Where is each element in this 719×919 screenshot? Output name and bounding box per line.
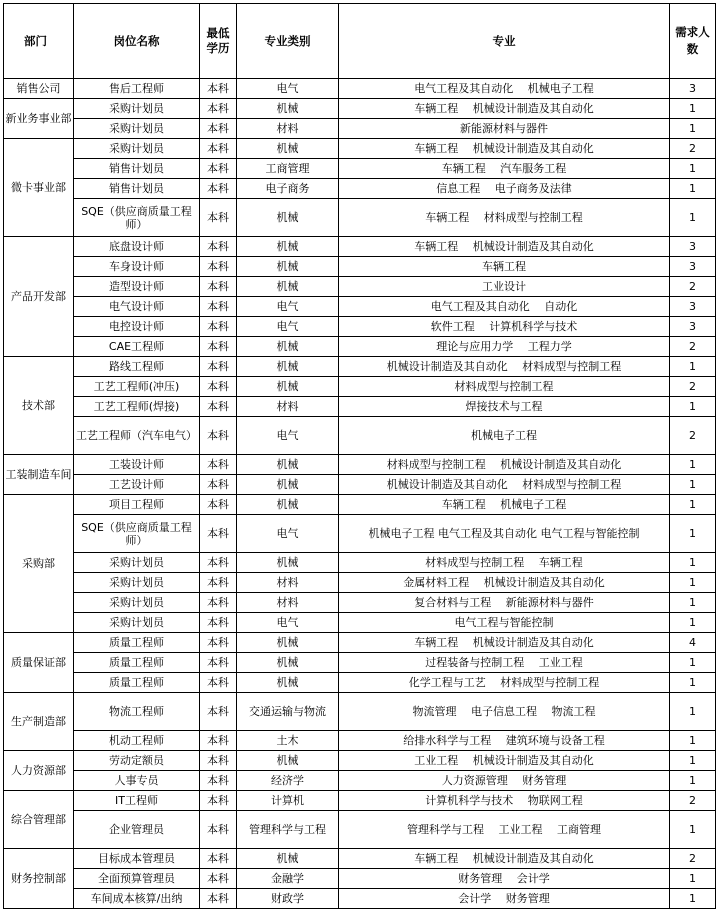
major-cell: 给排水科学与工程 建筑环境与设备工程 <box>339 731 670 751</box>
major-cell: 理论与应用力学 工程力学 <box>339 337 670 357</box>
major-cell: 材料成型与控制工程 车辆工程 <box>339 553 670 573</box>
category-cell: 机械 <box>237 277 339 297</box>
table-row <box>4 317 716 337</box>
table-row <box>4 791 716 811</box>
degree-cell: 本科 <box>200 99 237 119</box>
dept-cell: 采购部 <box>4 495 74 633</box>
category-cell: 计算机 <box>237 791 339 811</box>
position-cell: 采购计划员 <box>74 119 200 139</box>
major-cell: 电气工程与智能控制 <box>339 613 670 633</box>
count-cell: 1 <box>670 397 716 417</box>
major-cell: 金属材料工程 机械设计制造及其自动化 <box>339 573 670 593</box>
table-row <box>4 397 716 417</box>
degree-cell: 本科 <box>200 159 237 179</box>
category-cell: 机械 <box>237 257 339 277</box>
degree-cell: 本科 <box>200 811 237 849</box>
major-cell: 车辆工程 材料成型与控制工程 <box>339 199 670 237</box>
position-cell: 销售计划员 <box>74 179 200 199</box>
category-cell: 机械 <box>237 455 339 475</box>
major-cell: 材料成型与控制工程 <box>339 377 670 397</box>
category-cell: 金融学 <box>237 869 339 889</box>
header-count: 需求人数 <box>670 4 716 79</box>
table-row <box>4 515 716 553</box>
dept-cell: 销售公司 <box>4 79 74 99</box>
table-row <box>4 277 716 297</box>
dept-cell: 新业务事业部 <box>4 99 74 139</box>
category-cell: 土木 <box>237 731 339 751</box>
major-cell: 计算机科学与技术 物联网工程 <box>339 791 670 811</box>
count-cell: 1 <box>670 653 716 673</box>
count-cell: 1 <box>670 731 716 751</box>
degree-cell: 本科 <box>200 179 237 199</box>
count-cell: 3 <box>670 297 716 317</box>
dept-cell: 质量保证部 <box>4 633 74 693</box>
position-cell: 质量工程师 <box>74 633 200 653</box>
position-cell: 工艺工程师(冲压) <box>74 377 200 397</box>
degree-cell: 本科 <box>200 495 237 515</box>
category-cell: 机械 <box>237 237 339 257</box>
count-cell: 1 <box>670 573 716 593</box>
degree-cell: 本科 <box>200 357 237 377</box>
count-cell: 1 <box>670 199 716 237</box>
major-cell: 电气工程及其自动化 自动化 <box>339 297 670 317</box>
table-row <box>4 139 716 159</box>
dept-cell: 生产制造部 <box>4 693 74 751</box>
major-cell: 工业设计 <box>339 277 670 297</box>
table-row <box>4 495 716 515</box>
count-cell: 1 <box>670 495 716 515</box>
position-cell: 企业管理员 <box>74 811 200 849</box>
count-cell: 1 <box>670 811 716 849</box>
degree-cell: 本科 <box>200 455 237 475</box>
position-cell: 项目工程师 <box>74 495 200 515</box>
count-cell: 1 <box>670 119 716 139</box>
category-cell: 机械 <box>237 99 339 119</box>
table-row <box>4 357 716 377</box>
position-cell: 物流工程师 <box>74 693 200 731</box>
count-cell: 1 <box>670 159 716 179</box>
major-cell: 人力资源管理 财务管理 <box>339 771 670 791</box>
position-cell: 电控设计师 <box>74 317 200 337</box>
table-row <box>4 257 716 277</box>
degree-cell: 本科 <box>200 515 237 553</box>
degree-cell: 本科 <box>200 397 237 417</box>
position-cell: 人事专员 <box>74 771 200 791</box>
count-cell: 1 <box>670 179 716 199</box>
degree-cell: 本科 <box>200 553 237 573</box>
count-cell: 1 <box>670 751 716 771</box>
category-cell: 材料 <box>237 593 339 613</box>
major-cell: 机械设计制造及其自动化 材料成型与控制工程 <box>339 475 670 495</box>
category-cell: 工商管理 <box>237 159 339 179</box>
position-cell: 工艺工程师（汽车电气） <box>74 417 200 455</box>
position-cell: 底盘设计师 <box>74 237 200 257</box>
position-cell: 工艺设计师 <box>74 475 200 495</box>
category-cell: 机械 <box>237 633 339 653</box>
category-cell: 电气 <box>237 317 339 337</box>
position-cell: 全面预算管理员 <box>74 869 200 889</box>
position-cell: 车身设计师 <box>74 257 200 277</box>
position-cell: 工装设计师 <box>74 455 200 475</box>
count-cell: 3 <box>670 257 716 277</box>
major-cell: 化学工程与工艺 材料成型与控制工程 <box>339 673 670 693</box>
major-cell: 电气工程及其自动化 机械电子工程 <box>339 79 670 99</box>
table-row <box>4 475 716 495</box>
position-cell: SQE（供应商质量工程师） <box>74 199 200 237</box>
degree-cell: 本科 <box>200 573 237 593</box>
table-row <box>4 673 716 693</box>
major-cell: 工业工程 机械设计制造及其自动化 <box>339 751 670 771</box>
category-cell: 电子商务 <box>237 179 339 199</box>
major-cell: 管理科学与工程 工业工程 工商管理 <box>339 811 670 849</box>
position-cell: 目标成本管理员 <box>74 849 200 869</box>
category-cell: 电气 <box>237 79 339 99</box>
position-cell: 销售计划员 <box>74 159 200 179</box>
table-body <box>4 79 716 909</box>
category-cell: 电气 <box>237 515 339 553</box>
degree-cell: 本科 <box>200 199 237 237</box>
position-cell: 采购计划员 <box>74 553 200 573</box>
degree-cell: 本科 <box>200 791 237 811</box>
major-cell: 车辆工程 机械设计制造及其自动化 <box>339 139 670 159</box>
major-cell: 车辆工程 汽车服务工程 <box>339 159 670 179</box>
count-cell: 1 <box>670 613 716 633</box>
dept-cell: 财务控制部 <box>4 849 74 909</box>
degree-cell: 本科 <box>200 889 237 909</box>
position-cell: IT工程师 <box>74 791 200 811</box>
position-cell: 采购计划员 <box>74 593 200 613</box>
table-row <box>4 455 716 475</box>
category-cell: 机械 <box>237 849 339 869</box>
major-cell: 机械电子工程 电气工程及其自动化 电气工程与智能控制 <box>339 515 670 553</box>
table-row <box>4 179 716 199</box>
category-cell: 材料 <box>237 573 339 593</box>
position-cell: 车间成本核算/出纳 <box>74 889 200 909</box>
category-cell: 机械 <box>237 199 339 237</box>
table-row <box>4 653 716 673</box>
category-cell: 材料 <box>237 119 339 139</box>
degree-cell: 本科 <box>200 317 237 337</box>
degree-cell: 本科 <box>200 693 237 731</box>
category-cell: 机械 <box>237 495 339 515</box>
degree-cell: 本科 <box>200 475 237 495</box>
dept-cell: 综合管理部 <box>4 791 74 849</box>
header-position: 岗位名称 <box>74 4 200 79</box>
header-row <box>4 4 716 79</box>
category-cell: 机械 <box>237 377 339 397</box>
count-cell: 1 <box>670 771 716 791</box>
degree-cell: 本科 <box>200 119 237 139</box>
count-cell: 1 <box>670 515 716 553</box>
category-cell: 经济学 <box>237 771 339 791</box>
count-cell: 1 <box>670 889 716 909</box>
degree-cell: 本科 <box>200 849 237 869</box>
table-row <box>4 199 716 237</box>
category-cell: 机械 <box>237 357 339 377</box>
position-cell: 采购计划员 <box>74 139 200 159</box>
degree-cell: 本科 <box>200 673 237 693</box>
degree-cell: 本科 <box>200 869 237 889</box>
category-cell: 机械 <box>237 673 339 693</box>
category-cell: 机械 <box>237 653 339 673</box>
degree-cell: 本科 <box>200 277 237 297</box>
header-degree: 最低学历 <box>200 4 237 79</box>
position-cell: CAE工程师 <box>74 337 200 357</box>
count-cell: 2 <box>670 337 716 357</box>
degree-cell: 本科 <box>200 297 237 317</box>
category-cell: 电气 <box>237 417 339 455</box>
category-cell: 材料 <box>237 397 339 417</box>
count-cell: 1 <box>670 693 716 731</box>
degree-cell: 本科 <box>200 731 237 751</box>
major-cell: 车辆工程 机械设计制造及其自动化 <box>339 849 670 869</box>
count-cell: 1 <box>670 593 716 613</box>
major-cell: 焊接技术与工程 <box>339 397 670 417</box>
major-cell: 车辆工程 机械电子工程 <box>339 495 670 515</box>
dept-cell: 微卡事业部 <box>4 139 74 237</box>
count-cell: 2 <box>670 849 716 869</box>
major-cell: 过程装备与控制工程 工业工程 <box>339 653 670 673</box>
table-row <box>4 849 716 869</box>
degree-cell: 本科 <box>200 417 237 455</box>
degree-cell: 本科 <box>200 377 237 397</box>
category-cell: 电气 <box>237 613 339 633</box>
table-row <box>4 79 716 99</box>
count-cell: 2 <box>670 791 716 811</box>
degree-cell: 本科 <box>200 593 237 613</box>
position-cell: 工艺工程师(焊接) <box>74 397 200 417</box>
dept-cell: 人力资源部 <box>4 751 74 791</box>
degree-cell: 本科 <box>200 751 237 771</box>
count-cell: 1 <box>670 99 716 119</box>
header-category: 专业类别 <box>237 4 339 79</box>
category-cell: 机械 <box>237 553 339 573</box>
count-cell: 3 <box>670 79 716 99</box>
category-cell: 电气 <box>237 297 339 317</box>
count-cell: 4 <box>670 633 716 653</box>
dept-cell: 产品开发部 <box>4 237 74 357</box>
count-cell: 2 <box>670 377 716 397</box>
count-cell: 3 <box>670 317 716 337</box>
position-cell: 采购计划员 <box>74 613 200 633</box>
position-cell: 电气设计师 <box>74 297 200 317</box>
table-row <box>4 613 716 633</box>
count-cell: 1 <box>670 475 716 495</box>
major-cell: 机械电子工程 <box>339 417 670 455</box>
major-cell: 车辆工程 <box>339 257 670 277</box>
degree-cell: 本科 <box>200 237 237 257</box>
count-cell: 1 <box>670 673 716 693</box>
category-cell: 财政学 <box>237 889 339 909</box>
count-cell: 1 <box>670 455 716 475</box>
count-cell: 1 <box>670 553 716 573</box>
position-cell: 路线工程师 <box>74 357 200 377</box>
table-row <box>4 119 716 139</box>
table-row <box>4 731 716 751</box>
count-cell: 1 <box>670 869 716 889</box>
count-cell: 2 <box>670 417 716 455</box>
recruitment-table <box>3 3 716 909</box>
table-row <box>4 633 716 653</box>
degree-cell: 本科 <box>200 771 237 791</box>
table-row <box>4 869 716 889</box>
degree-cell: 本科 <box>200 337 237 357</box>
position-cell: 采购计划员 <box>74 573 200 593</box>
category-cell: 管理科学与工程 <box>237 811 339 849</box>
category-cell: 机械 <box>237 337 339 357</box>
table-row <box>4 417 716 455</box>
degree-cell: 本科 <box>200 139 237 159</box>
degree-cell: 本科 <box>200 613 237 633</box>
table-row <box>4 337 716 357</box>
major-cell: 新能源材料与器件 <box>339 119 670 139</box>
degree-cell: 本科 <box>200 633 237 653</box>
count-cell: 2 <box>670 139 716 159</box>
position-cell: 造型设计师 <box>74 277 200 297</box>
position-cell: 采购计划员 <box>74 99 200 119</box>
major-cell: 复合材料与工程 新能源材料与器件 <box>339 593 670 613</box>
header-major: 专业 <box>339 4 670 79</box>
major-cell: 车辆工程 机械设计制造及其自动化 <box>339 237 670 257</box>
position-cell: 劳动定额员 <box>74 751 200 771</box>
category-cell: 机械 <box>237 751 339 771</box>
header-dept: 部门 <box>4 4 74 79</box>
category-cell: 机械 <box>237 139 339 159</box>
degree-cell: 本科 <box>200 653 237 673</box>
table-row <box>4 751 716 771</box>
table-row <box>4 553 716 573</box>
major-cell: 财务管理 会计学 <box>339 869 670 889</box>
position-cell: 质量工程师 <box>74 673 200 693</box>
count-cell: 3 <box>670 237 716 257</box>
major-cell: 车辆工程 机械设计制造及其自动化 <box>339 633 670 653</box>
table-row <box>4 159 716 179</box>
table-row <box>4 693 716 731</box>
major-cell: 软件工程 计算机科学与技术 <box>339 317 670 337</box>
table-row <box>4 889 716 909</box>
table-row <box>4 377 716 397</box>
major-cell: 会计学 财务管理 <box>339 889 670 909</box>
position-cell: 售后工程师 <box>74 79 200 99</box>
position-cell: 机动工程师 <box>74 731 200 751</box>
degree-cell: 本科 <box>200 79 237 99</box>
category-cell: 交通运输与物流 <box>237 693 339 731</box>
position-cell: 质量工程师 <box>74 653 200 673</box>
major-cell: 车辆工程 机械设计制造及其自动化 <box>339 99 670 119</box>
table-row <box>4 297 716 317</box>
major-cell: 机械设计制造及其自动化 材料成型与控制工程 <box>339 357 670 377</box>
count-cell: 1 <box>670 357 716 377</box>
table-row <box>4 593 716 613</box>
dept-cell: 技术部 <box>4 357 74 455</box>
category-cell: 机械 <box>237 475 339 495</box>
dept-cell: 工装制造车间 <box>4 455 74 495</box>
table-row <box>4 811 716 849</box>
degree-cell: 本科 <box>200 257 237 277</box>
table-row <box>4 99 716 119</box>
table-row <box>4 771 716 791</box>
major-cell: 材料成型与控制工程 机械设计制造及其自动化 <box>339 455 670 475</box>
major-cell: 物流管理 电子信息工程 物流工程 <box>339 693 670 731</box>
table-row <box>4 237 716 257</box>
table-row <box>4 573 716 593</box>
count-cell: 2 <box>670 277 716 297</box>
major-cell: 信息工程 电子商务及法律 <box>339 179 670 199</box>
position-cell: SQE（供应商质量工程师） <box>74 515 200 553</box>
